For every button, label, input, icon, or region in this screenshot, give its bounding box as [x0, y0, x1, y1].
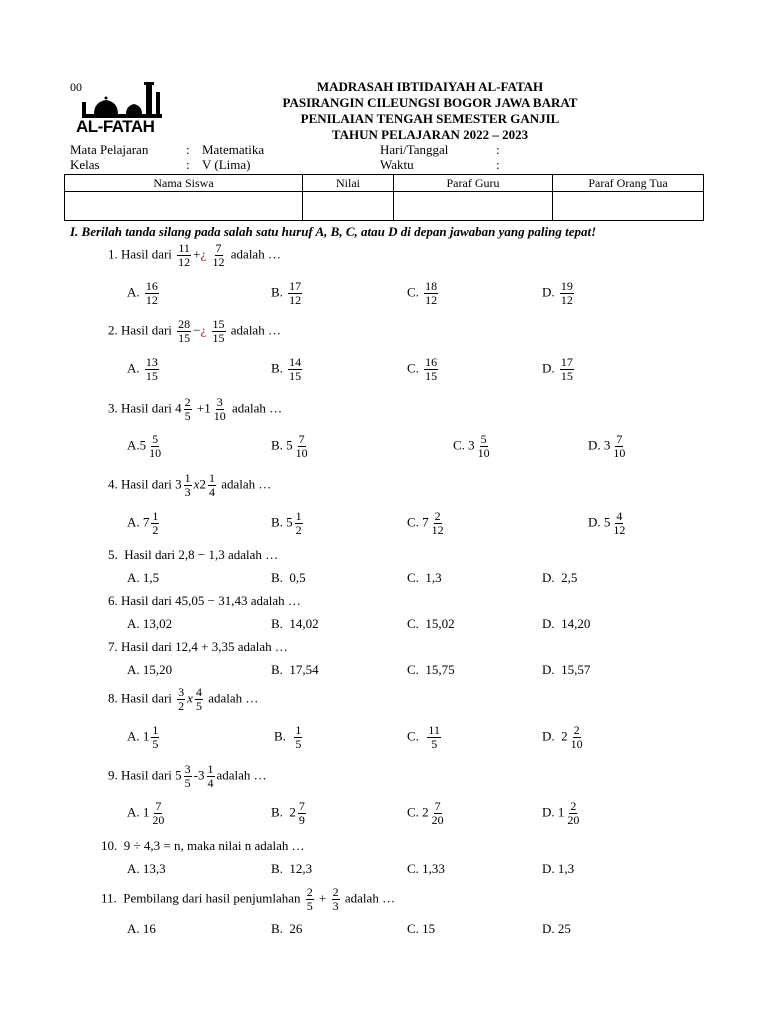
score-table: [64, 174, 704, 221]
q8-option-d[interactable]: D. 2 $\frac{2}{10}$: [542, 723, 583, 751]
question-text: Hasil dari: [121, 246, 172, 262]
q4-option-c[interactable]: C. 7 $\frac{2}{12}$: [407, 509, 444, 537]
q3-option-c[interactable]: C. 3 $\frac{5}{10}$: [453, 432, 490, 460]
subject-label: Mata Pelajaran: [70, 142, 149, 157]
exam-title: PENILAIAN TENGAH SEMESTER GANJIL: [300, 111, 560, 126]
q11-option-c[interactable]: C. 15: [407, 921, 436, 936]
instruction: I. Berilah tanda silang pada salah satu huruf A, B, C, atau D di depan jawaban yang paling tepat!: [70, 224, 597, 239]
q8-option-b[interactable]: B. $\frac{1}{5}$: [274, 723, 302, 751]
question-8: 8. Hasil dari $\frac{3}{2}$ x $\frac{4}{5}$ adalah …: [108, 685, 259, 713]
q10-option-c[interactable]: C. 1,33: [407, 861, 445, 876]
time-label: Waktu: [380, 157, 414, 172]
teacher-sign-cell[interactable]: [394, 192, 553, 221]
question-9: 9. Hasil dari 5 $\frac{3}{5}$ -3 $\frac{1}{4}$ adalah …: [108, 762, 267, 790]
q4-option-a[interactable]: A. 7 $\frac{1}{2}$: [127, 509, 159, 537]
question-3: 3. Hasil dari 4 $\frac{2}{5}$ +1 $\frac{3}{10}$ adalah …: [108, 395, 283, 423]
q6-option-c[interactable]: C. 15,02: [407, 616, 455, 631]
q11-option-a[interactable]: A. 16: [127, 921, 156, 936]
q9-option-b[interactable]: B. 2 $\frac{7}{9}$: [271, 799, 305, 827]
q9-option-a[interactable]: A. 1 $\frac{7}{20}$: [127, 799, 165, 827]
q5-option-b[interactable]: B. 0,5: [271, 570, 306, 585]
subject-value: Matematika: [202, 142, 265, 157]
q1-option-b[interactable]: B. $\frac{17}{12}$: [271, 279, 302, 307]
question-2: 2. Hasil dari $\frac{28}{15}$ −¿ $\frac{15}{15}$ adalah …: [108, 317, 281, 345]
q3-option-b[interactable]: B. 5 $\frac{7}{10}$: [271, 432, 308, 460]
school-address: PASIRANGIN CILEUNGSI BOGOR JAWA BARAT: [282, 95, 578, 110]
q1-option-a[interactable]: A. $\frac{16}{12}$: [127, 279, 158, 307]
q1-option-d[interactable]: D. $\frac{19}{12}$: [542, 279, 573, 307]
q7-option-d[interactable]: D. 15,57: [542, 662, 591, 677]
header-student-name: Nama Siswa: [65, 175, 303, 192]
q7-option-a[interactable]: A. 15,20: [127, 662, 173, 677]
header-teacher-sign: Paraf Guru: [394, 175, 553, 192]
q2-option-c[interactable]: C. $\frac{16}{15}$: [407, 355, 438, 383]
logo-text: AL-FATAH: [76, 117, 155, 136]
document-code: 00: [70, 80, 82, 94]
q6-option-d[interactable]: D. 14,20: [542, 616, 591, 631]
q3-option-a[interactable]: A.5 $\frac{5}{10}$: [127, 432, 162, 460]
question-6: 6. Hasil dari 45,05 − 31,43 adalah …: [108, 593, 301, 608]
q1-option-c[interactable]: C. $\frac{18}{12}$: [407, 279, 438, 307]
question-11: 11. Pembilang dari hasil penjumlahan $\frac{2}{5}$ + $\frac{2}{3}$ adalah …: [101, 885, 396, 913]
q2-option-b[interactable]: B. $\frac{14}{15}$: [271, 355, 302, 383]
q10-option-b[interactable]: B. 12,3: [271, 861, 313, 876]
question-10: 10. 9 ÷ 4,3 = n, maka nilai n adalah …: [101, 838, 305, 853]
colon: :: [186, 157, 190, 172]
q7-option-c[interactable]: C. 15,75: [407, 662, 455, 677]
fraction: $\frac{7}{12}$: [212, 241, 225, 269]
question-5: 5. Hasil dari 2,8 − 1,3 adalah …: [108, 547, 279, 562]
q8-option-a[interactable]: A. 1 $\frac{1}{5}$: [127, 723, 159, 751]
q9-option-d[interactable]: D. 1 $\frac{2}{20}$: [542, 799, 580, 827]
q10-option-a[interactable]: A. 13,3: [127, 861, 166, 876]
school-header: [200, 79, 660, 143]
colon: :: [496, 157, 500, 172]
academic-year: TAHUN PELAJARAN 2022 – 2023: [331, 127, 529, 142]
q3-option-d[interactable]: D. 3 $\frac{7}{10}$: [588, 432, 626, 460]
header-parent-sign: Paraf Orang Tua: [553, 175, 704, 192]
q6-option-a[interactable]: A. 13,02: [127, 616, 173, 631]
question-number: 1.: [108, 246, 118, 262]
header-score: Nilai: [303, 175, 394, 192]
colon: :: [496, 142, 500, 157]
q9-option-c[interactable]: C. 2 $\frac{7}{20}$: [407, 799, 444, 827]
q5-option-c[interactable]: C. 1,3: [407, 570, 442, 585]
q11-option-b[interactable]: B. 26: [271, 921, 303, 936]
fraction: $\frac{11}{12}$: [178, 241, 191, 269]
question-1: 1. Hasil dari $\frac{11}{12}$ +¿ $\frac{7}{12}$ adalah …: [108, 241, 281, 269]
question-7: 7. Hasil dari 12,4 + 3,35 adalah …: [108, 639, 288, 654]
score-cell[interactable]: [303, 192, 394, 221]
q7-option-b[interactable]: B. 17,54: [271, 662, 319, 677]
q8-option-c[interactable]: C. $\frac{11}{5}$: [407, 723, 440, 751]
parent-sign-cell[interactable]: [553, 192, 704, 221]
q11-option-d[interactable]: D. 25: [542, 921, 571, 936]
q5-option-d[interactable]: D. 2,5: [542, 570, 578, 585]
question-4: 4. Hasil dari 3 $\frac{1}{3}$ x2 $\frac{1}{4}$ adalah …: [108, 471, 272, 499]
colon: :: [186, 142, 190, 157]
q4-option-d[interactable]: D. 5 $\frac{4}{12}$: [588, 509, 626, 537]
q2-option-d[interactable]: D. $\frac{17}{15}$: [542, 355, 573, 383]
q2-option-a[interactable]: A. $\frac{13}{15}$: [127, 355, 158, 383]
q10-option-d[interactable]: D. 1,3: [542, 861, 575, 876]
q6-option-b[interactable]: B. 14,02: [271, 616, 319, 631]
school-name: MADRASAH IBTIDAIYAH AL-FATAH: [316, 79, 544, 94]
day-date-label: Hari/Tanggal: [380, 142, 449, 157]
class-label: Kelas: [70, 157, 100, 172]
question-number: 2.: [108, 322, 118, 338]
student-name-cell[interactable]: [65, 192, 303, 221]
q4-option-b[interactable]: B. 5 $\frac{1}{2}$: [271, 509, 302, 537]
class-value: V (Lima): [202, 157, 251, 172]
q5-option-a[interactable]: A. 1,5: [127, 570, 160, 585]
